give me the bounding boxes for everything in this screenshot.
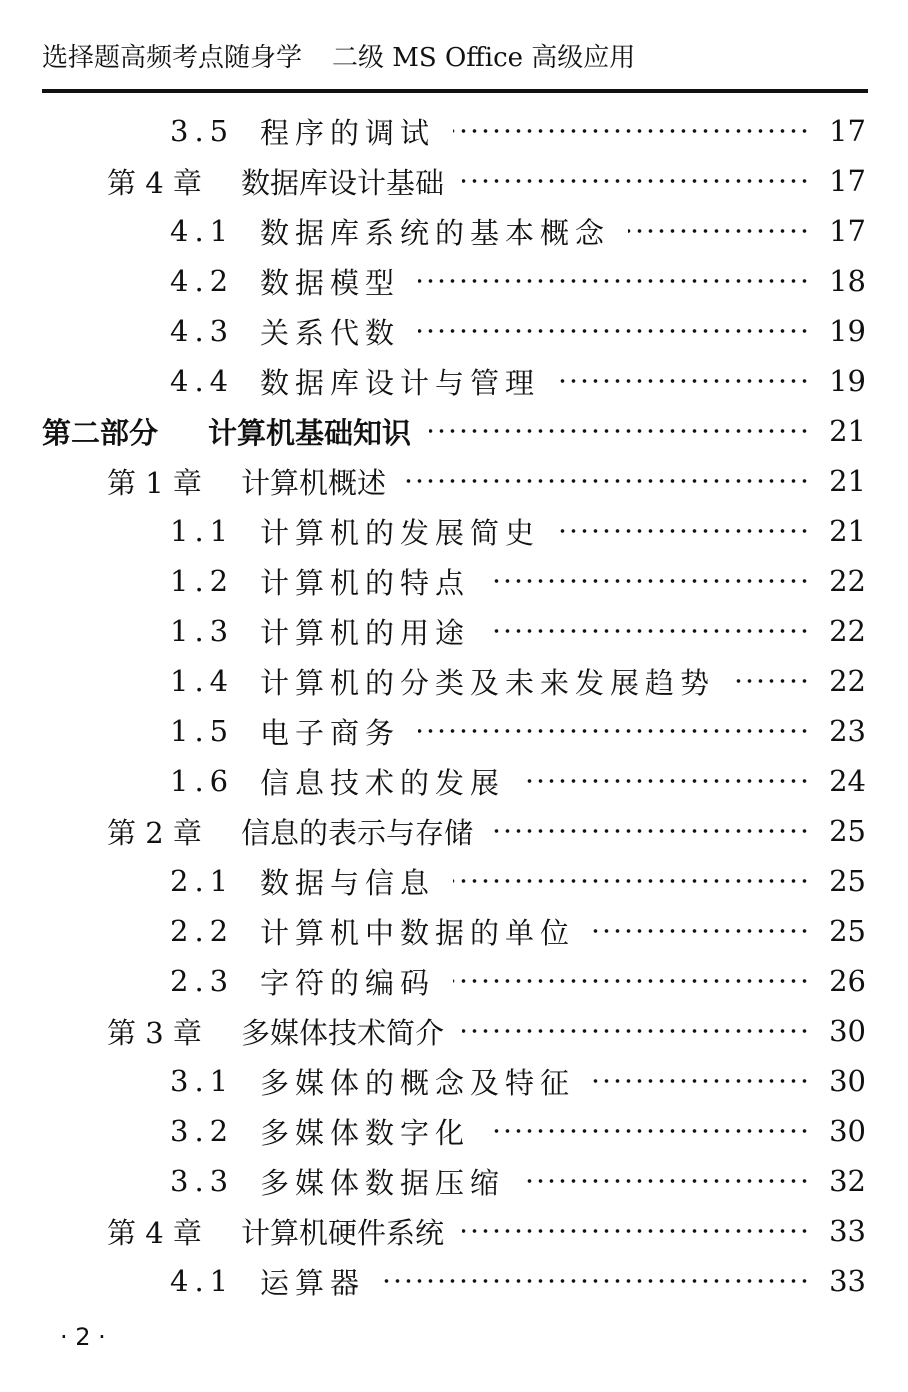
dot-leader — [383, 1266, 810, 1296]
toc-entry-number: 1.1 — [170, 514, 235, 548]
dot-leader — [418, 266, 810, 296]
toc-entry-section[interactable] — [0, 556, 908, 606]
toc-entry-title: 计算机的特点 — [260, 565, 471, 600]
toc-entry-number: 3.5 — [170, 114, 235, 148]
toc-entry-number: 1.6 — [170, 764, 235, 798]
dot-leader — [404, 466, 810, 496]
toc-entry-page: 30 — [829, 1114, 866, 1148]
toc-entry-section[interactable] — [0, 1056, 908, 1106]
toc-entry-page: 17 — [829, 114, 866, 148]
toc-entry-number: 第 4 章 — [107, 165, 202, 200]
toc-entry-page: 33 — [829, 1264, 866, 1298]
toc-entry-page: 17 — [829, 164, 866, 198]
toc-entry-title: 计算机概述 — [241, 465, 387, 500]
toc-entry-number: 3.3 — [170, 1164, 235, 1198]
toc-entry-page: 30 — [829, 1014, 866, 1048]
toc-entry-number: 第二部分 — [42, 415, 159, 450]
toc-entry-number: 2.3 — [170, 964, 235, 998]
table-of-contents — [0, 106, 908, 1306]
dot-leader — [491, 816, 810, 846]
toc-entry-title: 多媒体数据压缩 — [260, 1165, 506, 1200]
toc-entry-number: 2.2 — [170, 914, 235, 948]
toc-entry-section[interactable] — [0, 656, 908, 706]
toc-entry-section[interactable] — [0, 1256, 908, 1306]
dot-leader — [593, 1066, 810, 1096]
toc-entry-title: 信息的表示与存储 — [241, 815, 474, 850]
toc-entry-title: 关系代数 — [260, 315, 401, 350]
toc-entry-number: 第 3 章 — [107, 1015, 202, 1050]
dot-leader — [488, 566, 810, 596]
toc-entry-number: 4.2 — [170, 264, 235, 298]
toc-entry-title: 数据库设计基础 — [241, 165, 445, 200]
toc-entry-title: 多媒体的概念及特征 — [260, 1065, 576, 1100]
toc-entry-number: 1.2 — [170, 564, 235, 598]
toc-entry-page: 30 — [829, 1064, 866, 1098]
toc-entry-section[interactable] — [0, 1156, 908, 1206]
toc-entry-page: 26 — [829, 964, 866, 998]
dot-leader — [462, 1216, 810, 1246]
toc-entry-title: 计算机的发展简史 — [260, 515, 541, 550]
dot-leader — [453, 966, 810, 996]
header-book-title: 选择题高频考点随身学 — [42, 43, 303, 73]
dot-leader — [558, 516, 810, 546]
toc-entry-section[interactable] — [0, 1106, 908, 1156]
dot-leader — [488, 1116, 810, 1146]
dot-leader — [523, 766, 810, 796]
toc-entry-page: 21 — [829, 464, 866, 498]
toc-entry-page: 32 — [829, 1164, 866, 1198]
toc-entry-chapter[interactable] — [0, 1006, 908, 1056]
toc-entry-number: 4.3 — [170, 314, 235, 348]
toc-entry-number: 1.5 — [170, 714, 235, 748]
toc-entry-number: 2.1 — [170, 864, 235, 898]
dot-leader — [558, 366, 810, 396]
dot-leader — [429, 416, 810, 446]
toc-entry-section[interactable] — [0, 956, 908, 1006]
toc-entry-title: 计算机硬件系统 — [241, 1215, 445, 1250]
toc-entry-title: 字符的编码 — [260, 965, 436, 1000]
dot-leader — [453, 116, 810, 146]
dot-leader — [488, 616, 810, 646]
toc-entry-title: 程序的调试 — [260, 115, 436, 150]
toc-entry-section[interactable] — [0, 706, 908, 756]
toc-entry-chapter[interactable] — [0, 456, 908, 506]
toc-entry-section[interactable] — [0, 206, 908, 256]
toc-entry-page: 25 — [829, 814, 866, 848]
toc-entry-title: 计算机的分类及未来发展趋势 — [260, 665, 716, 700]
toc-entry-section[interactable] — [0, 756, 908, 806]
dot-leader — [462, 166, 810, 196]
dot-leader — [628, 216, 810, 246]
toc-entry-number: 4.1 — [170, 214, 235, 248]
toc-entry-title: 多媒体技术简介 — [241, 1015, 445, 1050]
dot-leader — [593, 916, 810, 946]
toc-entry-part[interactable] — [0, 406, 908, 456]
toc-entry-title: 数据库设计与管理 — [260, 365, 541, 400]
dot-leader — [418, 716, 810, 746]
toc-entry-section[interactable] — [0, 606, 908, 656]
toc-entry-page: 18 — [829, 264, 866, 298]
toc-entry-section[interactable] — [0, 356, 908, 406]
toc-entry-title: 计算机中数据的单位 — [260, 915, 576, 950]
toc-entry-number: 4.1 — [170, 1264, 235, 1298]
toc-entry-page: 22 — [829, 564, 866, 598]
toc-entry-title: 电子商务 — [260, 715, 401, 750]
toc-entry-title: 计算机的用途 — [260, 615, 471, 650]
toc-entry-number: 第 4 章 — [107, 1215, 202, 1250]
dot-leader — [523, 1166, 810, 1196]
toc-entry-chapter[interactable] — [0, 1206, 908, 1256]
toc-entry-chapter[interactable] — [0, 806, 908, 856]
toc-entry-number: 4.4 — [170, 364, 235, 398]
toc-entry-number: 1.3 — [170, 614, 235, 648]
toc-entry-page: 22 — [829, 664, 866, 698]
toc-entry-page: 21 — [829, 414, 866, 448]
toc-entry-section[interactable] — [0, 856, 908, 906]
toc-entry-page: 24 — [829, 764, 866, 798]
toc-entry-title: 计算机基础知识 — [208, 415, 412, 450]
toc-entry-section[interactable] — [0, 506, 908, 556]
toc-entry-number: 第 2 章 — [107, 815, 202, 850]
toc-entry-number: 1.4 — [170, 664, 235, 698]
toc-entry-number: 3.1 — [170, 1064, 235, 1098]
toc-entry-page: 22 — [829, 614, 866, 648]
toc-entry-chapter[interactable] — [0, 156, 908, 206]
toc-entry-title: 数据库系统的基本概念 — [260, 215, 611, 250]
toc-entry-page: 25 — [829, 864, 866, 898]
dot-leader — [453, 866, 810, 896]
toc-entry-section[interactable] — [0, 306, 908, 356]
toc-entry-section[interactable] — [0, 106, 908, 156]
toc-entry-page: 19 — [829, 364, 866, 398]
running-header — [42, 38, 866, 78]
dot-leader — [733, 666, 810, 696]
page-number: · 2 · — [60, 1323, 106, 1351]
toc-entry-page: 23 — [829, 714, 866, 748]
toc-entry-page: 19 — [829, 314, 866, 348]
toc-entry-title: 运算器 — [260, 1265, 366, 1300]
header-subject: 二级 MS Office 高级应用 — [332, 43, 636, 73]
toc-entry-page: 17 — [829, 214, 866, 248]
toc-entry-number: 3.2 — [170, 1114, 235, 1148]
toc-entry-page: 21 — [829, 514, 866, 548]
toc-entry-section[interactable] — [0, 906, 908, 956]
toc-entry-page: 33 — [829, 1214, 866, 1248]
toc-entry-page: 25 — [829, 914, 866, 948]
toc-entry-title: 数据与信息 — [260, 865, 436, 900]
dot-leader — [462, 1016, 810, 1046]
toc-entry-title: 多媒体数字化 — [260, 1115, 471, 1150]
toc-entry-title: 数据模型 — [260, 265, 401, 300]
toc-entry-section[interactable] — [0, 256, 908, 306]
toc-entry-title: 信息技术的发展 — [260, 765, 506, 800]
header-rule — [42, 89, 868, 93]
dot-leader — [418, 316, 810, 346]
toc-entry-number: 第 1 章 — [107, 465, 202, 500]
